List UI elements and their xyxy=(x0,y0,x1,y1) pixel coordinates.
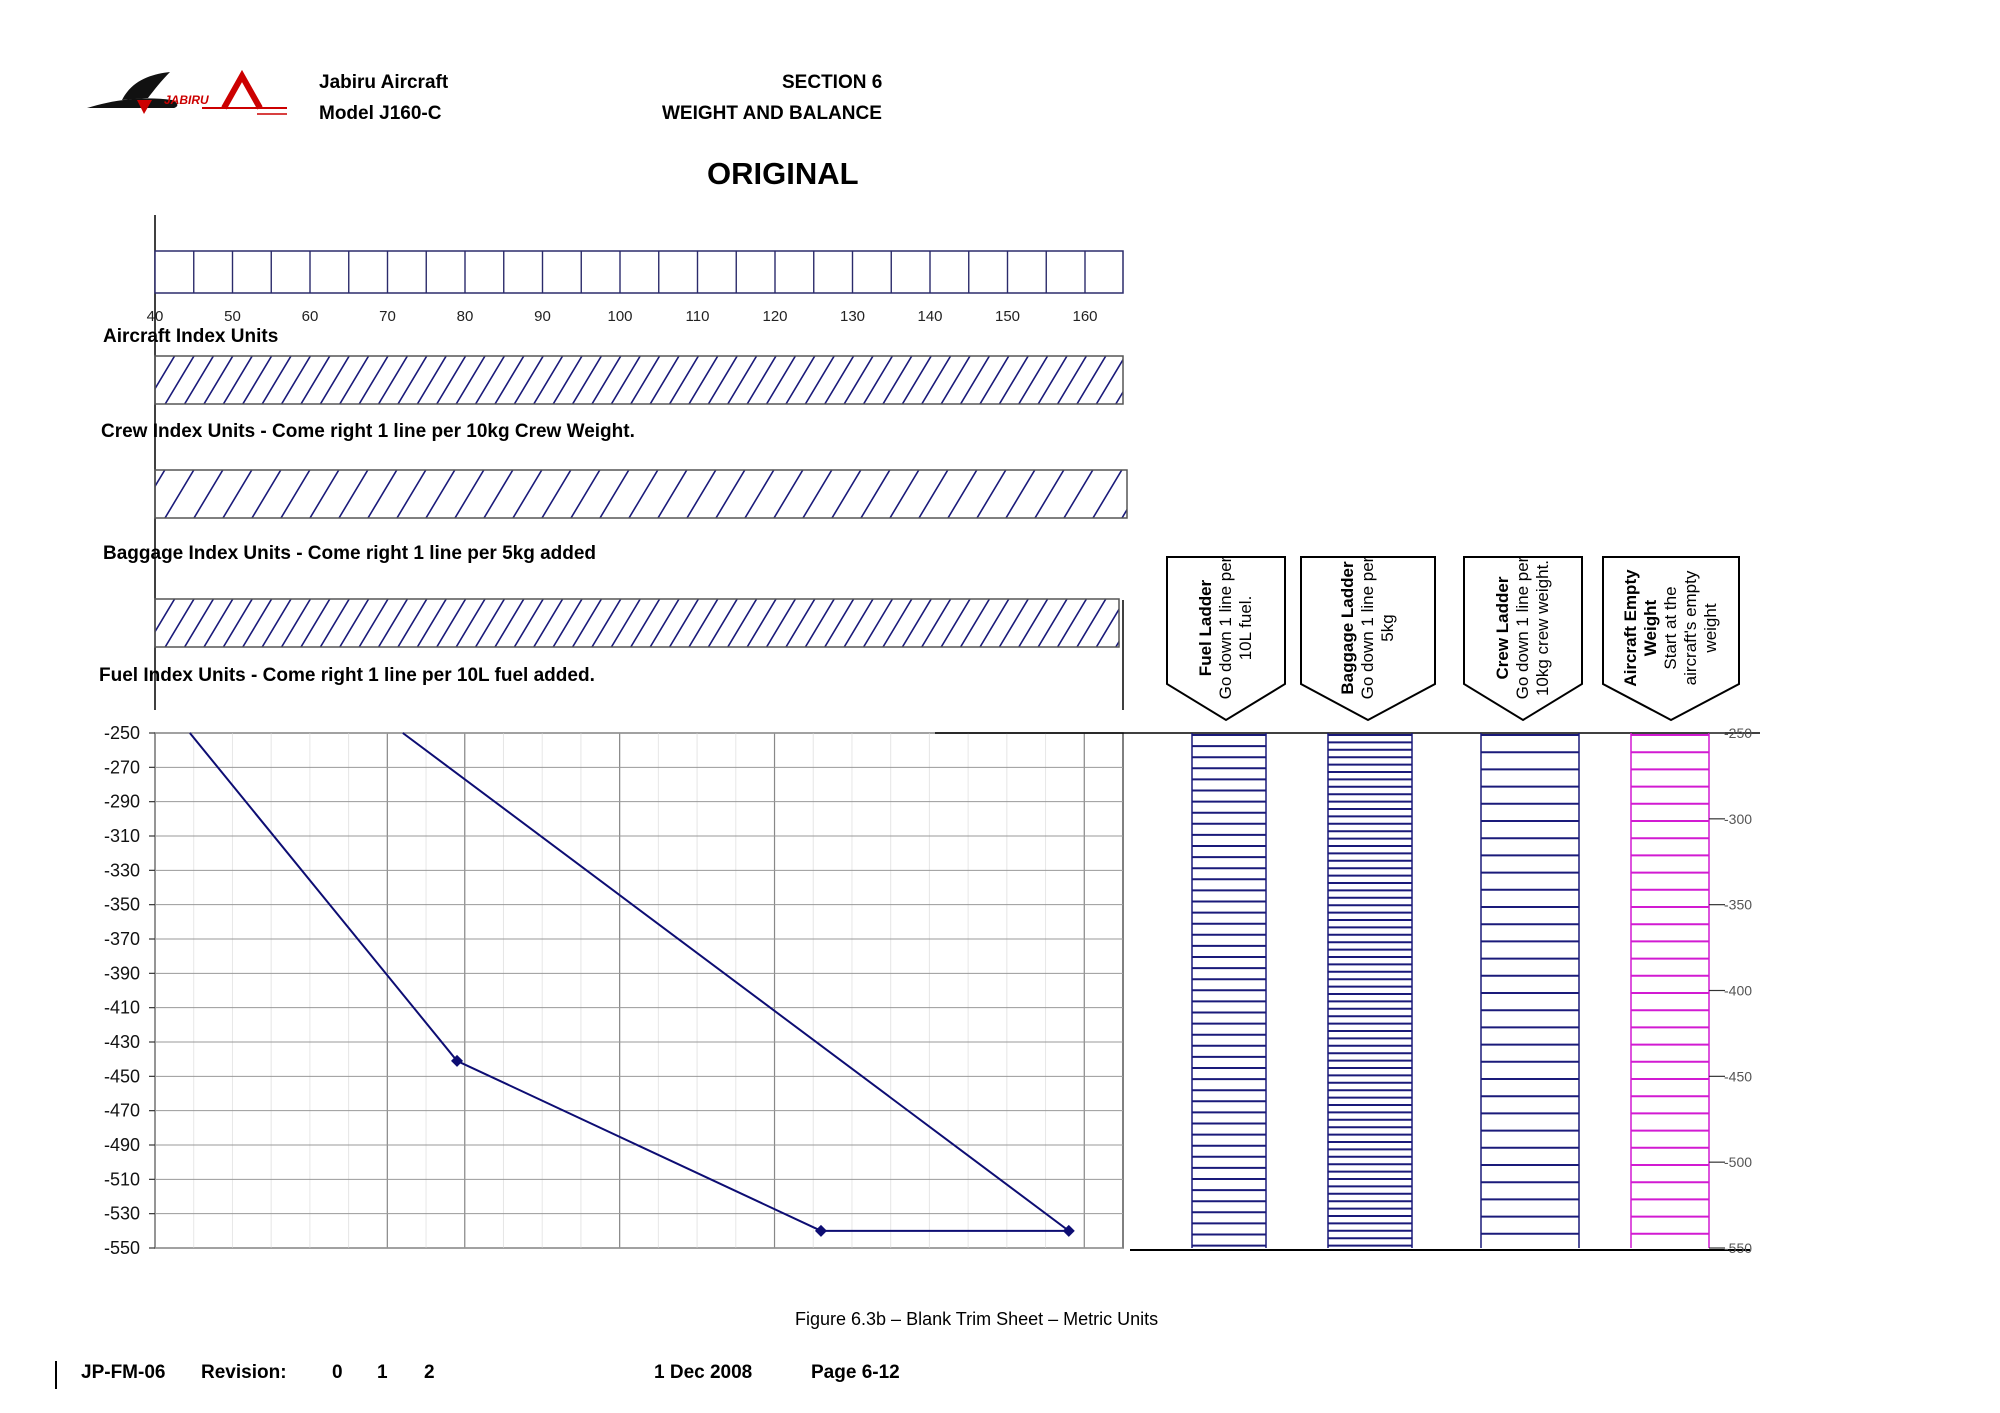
hatch-line xyxy=(1093,470,1122,518)
revision-label: Revision: xyxy=(201,1362,287,1383)
doc-id: JP-FM-06 xyxy=(81,1362,166,1383)
weight-scale-label: -550 xyxy=(1724,1240,1753,1256)
hatch-line xyxy=(165,470,194,518)
aircraft-index-tick-label: 130 xyxy=(839,308,866,325)
revision-2: 2 xyxy=(424,1362,435,1383)
ladder-2 xyxy=(1481,733,1579,1248)
ladder-header-0 xyxy=(1166,556,1286,722)
hatch-line xyxy=(126,356,155,404)
fuel-index-bar xyxy=(107,599,1183,647)
ladder-1 xyxy=(1328,733,1412,1248)
y-tick-label: -390 xyxy=(103,963,140,984)
ladder-instruction: Go down 1 line per 10kg crew weight. xyxy=(1513,556,1552,700)
aircraft-index-tick-label: 140 xyxy=(917,308,943,325)
hatch-line xyxy=(310,470,339,518)
hatch-line xyxy=(1151,470,1180,518)
weight-scale-label: -250 xyxy=(1724,725,1753,741)
hatch-line xyxy=(136,470,165,518)
revision-0: 0 xyxy=(332,1362,343,1383)
figure-caption: Figure 6.3b – Blank Trim Sheet – Metric Units xyxy=(795,1309,1159,1329)
hatch-line xyxy=(687,470,716,518)
hatch-line xyxy=(107,470,136,518)
hatch-line xyxy=(832,470,861,518)
hatch-line xyxy=(629,470,658,518)
hatch-line xyxy=(745,470,774,518)
ladder-header-3 xyxy=(1602,556,1740,722)
y-tick-label: -270 xyxy=(103,757,140,778)
baggage-index-bar xyxy=(107,470,1180,518)
aircraft-index-tick-label: 120 xyxy=(762,308,788,325)
footer-date: 1 Dec 2008 xyxy=(654,1362,753,1383)
weight-scale-label: -450 xyxy=(1724,1068,1753,1085)
weight-scale-label: -500 xyxy=(1724,1154,1753,1171)
y-tick-label: -250 xyxy=(103,723,140,743)
revision-1: 1 xyxy=(377,1362,388,1383)
hatch-line xyxy=(977,470,1006,518)
hatch-line xyxy=(1155,356,1184,404)
y-tick-label: -330 xyxy=(103,860,140,881)
hatch-line xyxy=(542,470,571,518)
y-tick-label: -310 xyxy=(103,826,140,846)
logo-text: JABIRU xyxy=(164,93,209,107)
revision-bar xyxy=(55,1361,57,1389)
aircraft-index-tick-label: 70 xyxy=(379,308,396,325)
hatch-line xyxy=(890,470,919,518)
ladder-header-2 xyxy=(1463,556,1583,722)
crew-index-label: Crew Index Units - Come right 1 line per 10kg Crew Weight. xyxy=(101,421,635,442)
hatch-line xyxy=(126,599,155,647)
aircraft-index-tick-label: 160 xyxy=(1072,308,1098,325)
hatch-line xyxy=(948,470,977,518)
y-tick-label: -470 xyxy=(103,1100,140,1121)
hatch-line xyxy=(223,470,252,518)
aircraft-index-label: Aircraft Index Units xyxy=(103,326,279,347)
baggage-index-label: Baggage Index Units - Come right 1 line per 5kg added xyxy=(103,543,597,564)
hatch-line xyxy=(1135,599,1164,647)
hatch-line xyxy=(1006,470,1035,518)
aircraft-index-tick-label: 50 xyxy=(224,308,241,325)
aircraft-index-tick-label: 110 xyxy=(685,308,710,325)
hatch-line xyxy=(252,470,281,518)
hatch-line xyxy=(339,470,368,518)
weight-scale xyxy=(1709,725,1752,1256)
aircraft-index-tick-label: 150 xyxy=(994,308,1021,325)
hatch-line xyxy=(658,470,687,518)
hatch-line xyxy=(513,470,542,518)
y-tick-label: -290 xyxy=(103,791,140,812)
ladder-0 xyxy=(1192,733,1266,1248)
moment-chart xyxy=(104,723,1123,1258)
fuel-index-label: Fuel Index Units - Come right 1 line per 10L fuel added. xyxy=(99,665,595,686)
page-title: ORIGINAL xyxy=(707,156,859,191)
hatch-line xyxy=(1116,599,1145,647)
model-name: Model J160-C xyxy=(319,103,442,124)
aircraft-index-tick-label: 100 xyxy=(607,308,633,325)
hatch-line xyxy=(774,470,803,518)
hatch-line xyxy=(107,356,136,404)
ladder-title: Baggage Ladder xyxy=(1338,561,1357,695)
hatch-line xyxy=(455,470,484,518)
ladder-3 xyxy=(1631,733,1709,1248)
y-tick-label: -430 xyxy=(103,1032,140,1052)
ladder-instruction: Go down 1 line per 10L fuel. xyxy=(1216,556,1255,700)
ladder-title: Fuel Ladder xyxy=(1196,579,1215,677)
weight-scale-label: -400 xyxy=(1724,982,1753,999)
ladder-instruction: Start at the aircraft's empty weight xyxy=(1661,570,1720,686)
hatch-line xyxy=(281,470,310,518)
aircraft-index-bar xyxy=(147,251,1123,325)
y-tick-label: -450 xyxy=(103,1066,140,1087)
hatch-line xyxy=(1064,470,1093,518)
hatch-line xyxy=(1135,356,1164,404)
aircraft-index-tick-label: 40 xyxy=(146,308,164,325)
y-tick-label: -550 xyxy=(103,1238,140,1258)
section-title: WEIGHT AND BALANCE xyxy=(662,103,882,124)
aircraft-index-tick-label: 80 xyxy=(456,308,474,325)
ladder-title: Crew Ladder xyxy=(1493,576,1512,680)
ladder-header-1 xyxy=(1300,556,1436,722)
crew-index-bar xyxy=(107,356,1183,404)
hatch-line xyxy=(861,470,890,518)
y-tick-label: -490 xyxy=(103,1135,140,1155)
hatch-line xyxy=(600,470,629,518)
hatch-line xyxy=(368,470,397,518)
y-tick-label: -350 xyxy=(103,894,140,915)
page-number: Page 6-12 xyxy=(811,1362,900,1383)
y-tick-label: -370 xyxy=(103,929,140,949)
y-tick-label: -530 xyxy=(103,1203,140,1224)
hatch-line xyxy=(484,470,513,518)
hatch-line xyxy=(716,470,745,518)
company-name: Jabiru Aircraft xyxy=(319,72,449,93)
y-tick-label: -410 xyxy=(103,997,140,1018)
hatch-line xyxy=(1035,470,1064,518)
ladder-instruction: Go down 1 line per 5kg xyxy=(1358,556,1397,700)
hatch-line xyxy=(107,599,136,647)
hatch-line xyxy=(803,470,832,518)
hatch-line xyxy=(426,470,455,518)
ladder-title: Aircraft Empty Weight xyxy=(1621,569,1660,687)
weight-scale-label: -300 xyxy=(1724,810,1753,827)
hatch-line xyxy=(194,470,223,518)
aircraft-index-tick-label: 90 xyxy=(534,308,551,325)
hatch-line xyxy=(571,470,600,518)
weight-scale-label: -350 xyxy=(1724,896,1753,913)
hatch-line xyxy=(397,470,426,518)
y-tick-label: -510 xyxy=(103,1169,140,1190)
section-number: SECTION 6 xyxy=(782,72,883,93)
hatch-line xyxy=(919,470,948,518)
aircraft-index-tick-label: 60 xyxy=(301,308,319,325)
